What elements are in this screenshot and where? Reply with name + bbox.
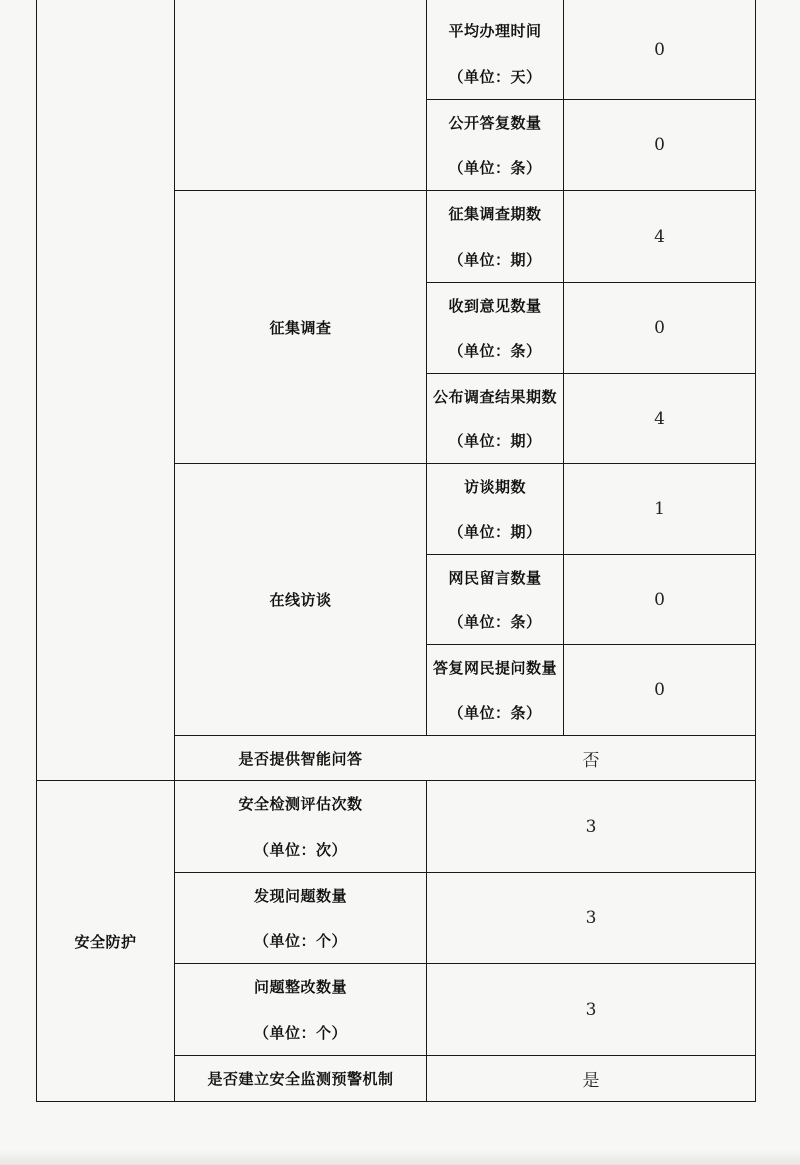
metric-value: 0 xyxy=(654,680,665,700)
security-label: 问题整改数量 xyxy=(253,978,347,997)
security-unit: （单位：个） xyxy=(253,932,347,950)
metric-label: 公开答复数量 xyxy=(448,114,542,132)
page-bottom-edge xyxy=(0,1150,800,1165)
warning-label: 是否建立安全监测预警机制 xyxy=(207,1070,394,1088)
security-value: 3 xyxy=(585,816,597,837)
metric-unit: （单位：期） xyxy=(448,250,542,269)
metric-unit: （单位：条） xyxy=(448,159,542,177)
metric-unit: （单位：条） xyxy=(448,613,542,632)
security-unit: （单位：个） xyxy=(253,1023,347,1042)
metric-unit: （单位：期） xyxy=(448,432,542,451)
metric-value: 4 xyxy=(654,408,665,429)
security-label: 安全检测评估次数 xyxy=(238,795,363,814)
metric-value: 0 xyxy=(654,39,665,60)
group-label-survey xyxy=(175,191,426,463)
group-label-security-text: 安全防护 xyxy=(74,932,137,951)
metric-label-cell xyxy=(427,8,563,99)
metric-unit: （单位：期） xyxy=(448,523,542,541)
metric-unit: （单位：条） xyxy=(448,704,542,722)
warning-value: 是 xyxy=(582,1071,600,1091)
group-label-interview-text: 在线访谈 xyxy=(269,591,332,609)
metric-label: 网民留言数量 xyxy=(448,568,542,587)
security-label-cell xyxy=(175,781,426,872)
group-label-security xyxy=(37,781,174,1101)
security-label-cell xyxy=(175,873,426,963)
metric-label: 访谈期数 xyxy=(463,478,526,496)
metric-value: 0 xyxy=(654,589,665,610)
smart-qa-value: 否 xyxy=(582,750,600,771)
metric-label: 平均办理时间 xyxy=(448,22,542,41)
metric-value: 0 xyxy=(654,135,665,155)
table-border-right xyxy=(755,0,756,1102)
metric-label-cell xyxy=(427,464,563,554)
security-label: 发现问题数量 xyxy=(253,887,347,905)
metric-label-cell xyxy=(427,100,563,190)
security-unit: （单位：次） xyxy=(253,840,347,859)
metric-value: 1 xyxy=(654,499,665,519)
group-label-survey-text: 征集调查 xyxy=(269,318,332,337)
security-label-cell xyxy=(175,964,426,1055)
metric-label-cell xyxy=(427,191,563,282)
metric-label: 征集调查期数 xyxy=(448,205,542,224)
metric-label-cell xyxy=(427,555,563,644)
metric-label-cell xyxy=(427,374,563,463)
metric-unit: （单位：天） xyxy=(448,67,542,86)
group-label-interview xyxy=(175,464,426,735)
security-value: 3 xyxy=(585,999,597,1020)
metric-label: 公布调查结果期数 xyxy=(432,387,557,406)
metric-label: 答复网民提问数量 xyxy=(432,659,557,677)
metric-value: 0 xyxy=(654,318,665,338)
smart-qa-label: 是否提供智能问答 xyxy=(238,749,363,768)
metric-label: 收到意见数量 xyxy=(448,297,542,315)
metric-label-cell xyxy=(427,645,563,735)
metric-label-cell xyxy=(427,283,563,373)
table-border-bottom xyxy=(36,1101,756,1102)
security-value: 3 xyxy=(585,908,597,928)
metric-unit: （单位：条） xyxy=(448,342,542,360)
metric-value: 4 xyxy=(654,226,665,247)
